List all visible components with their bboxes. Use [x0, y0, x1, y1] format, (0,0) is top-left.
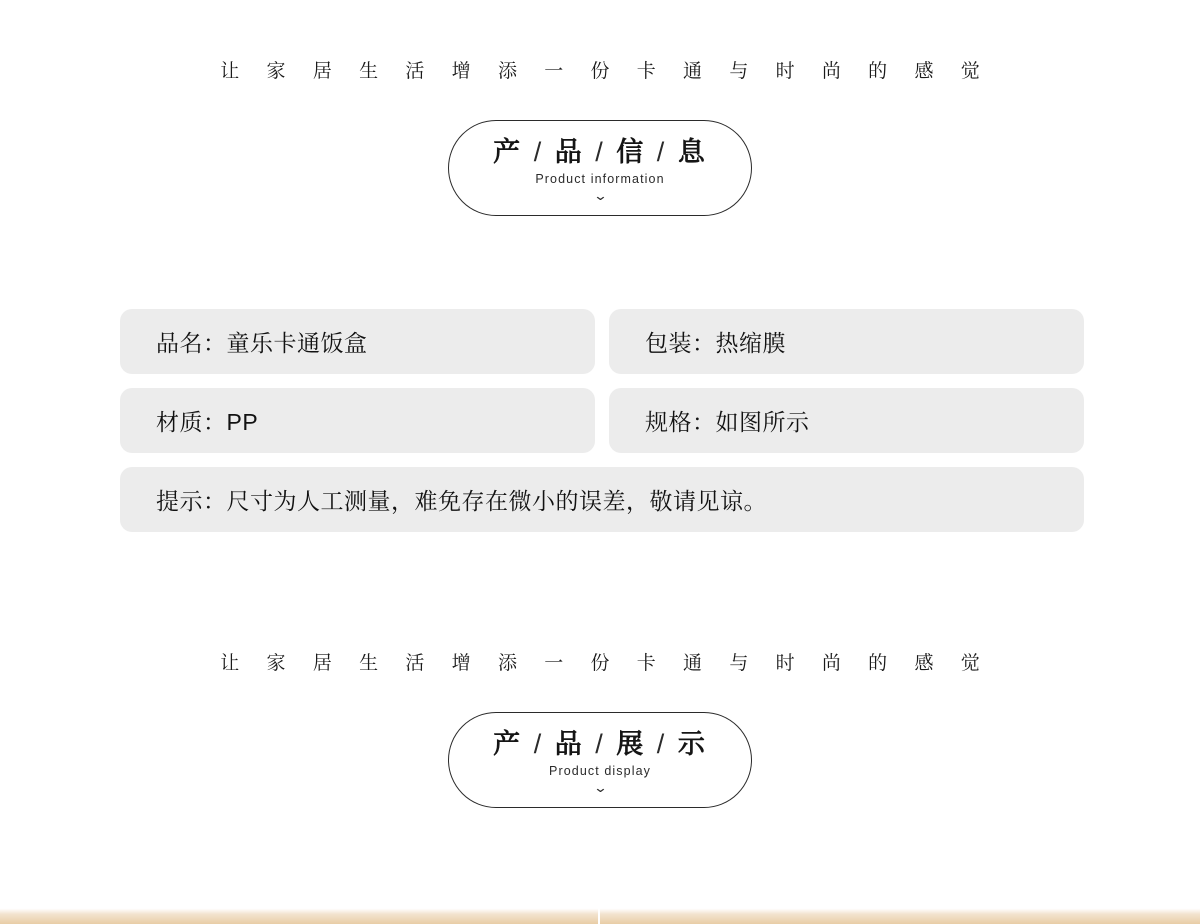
info-row	[120, 309, 1084, 374]
badge-separator-1: /	[533, 136, 544, 167]
badge-char-1: 产	[493, 728, 523, 759]
info-row-note	[120, 467, 1084, 532]
info-cell-packaging: 包装：热缩膜	[609, 309, 1084, 374]
badge-char-3: 展	[616, 728, 646, 759]
badge-product-display	[0, 712, 1200, 808]
badge-subtitle-en: Product information	[535, 172, 665, 187]
badge-char-2: 品	[554, 136, 584, 167]
product-photo-strip	[0, 902, 1200, 924]
badge-title-cn	[493, 138, 707, 168]
tagline-text: 让 家 居 生 活 增 添 一 份 卡 通 与 时 尚 的 感 觉	[220, 653, 991, 674]
product-info-table	[120, 309, 1084, 546]
badge-subtitle-en: Product display	[549, 764, 651, 779]
badge-pill	[448, 712, 752, 808]
badge-pill	[448, 120, 752, 216]
info-cell-product-name: 品名：童乐卡通饭盒	[120, 309, 595, 374]
tagline-text: 让 家 居 生 活 增 添 一 份 卡 通 与 时 尚 的 感 觉	[220, 61, 991, 82]
info-cell-note: 提示：尺寸为人工测量，难免存在微小的误差，敬请见谅。	[120, 467, 1084, 532]
info-row	[120, 388, 1084, 453]
tagline-product-display	[0, 648, 1200, 675]
badge-separator-1: /	[533, 728, 544, 759]
badge-separator-2: /	[595, 728, 605, 759]
info-cell-material: 材质：PP	[120, 388, 595, 453]
badge-separator-3: /	[656, 136, 667, 167]
photo-seam	[598, 908, 600, 924]
badge-char-4: 示	[677, 728, 707, 759]
badge-separator-3: /	[656, 728, 667, 759]
chevron-double-down-icon: ⌄	[592, 188, 608, 204]
badge-title-cn	[493, 730, 707, 760]
badge-product-information	[0, 120, 1200, 216]
chevron-double-down-icon: ⌄	[592, 780, 608, 796]
badge-char-1: 产	[493, 136, 523, 167]
tagline-product-information	[0, 56, 1200, 83]
badge-char-2: 品	[554, 728, 584, 759]
badge-char-3: 信	[616, 136, 646, 167]
info-cell-specification: 规格：如图所示	[609, 388, 1084, 453]
badge-char-4: 息	[677, 136, 707, 167]
badge-separator-2: /	[595, 136, 605, 167]
